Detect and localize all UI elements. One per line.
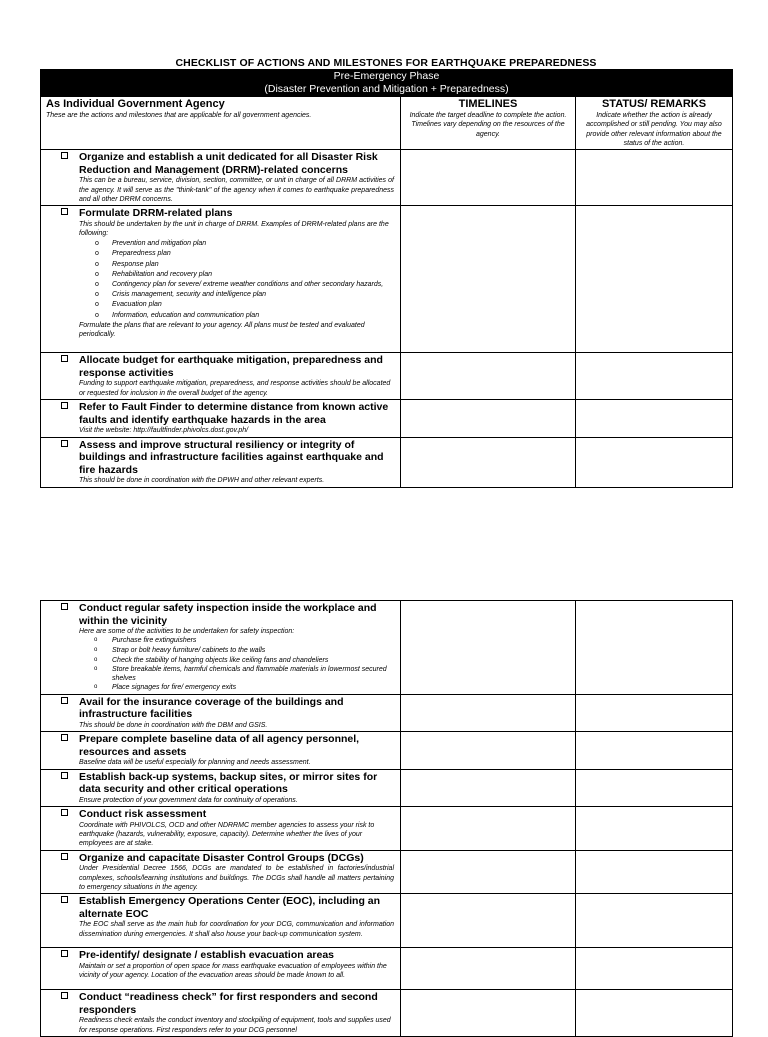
checklist-row [41, 990, 733, 1037]
status-cell[interactable] [576, 807, 733, 851]
action-cell [41, 850, 401, 894]
action-cell [41, 894, 401, 948]
status-cell[interactable] [576, 948, 733, 990]
phase-subtitle: (Disaster Prevention and Mitigation + Preparedness) [264, 83, 509, 95]
timeline-cell[interactable] [401, 850, 576, 894]
status-cell[interactable] [576, 601, 733, 695]
checklist-row [41, 807, 733, 851]
status-cell[interactable] [576, 437, 733, 487]
phase-name: Pre-Emergency Phase [333, 70, 440, 82]
column-header-row [41, 97, 733, 150]
action-cell [41, 437, 401, 487]
action-description: Under Presidential Decree 1566, DCGs are mandated to be established in factories/industrial complexes, schools/learning institutions and buildings. The DCGs shall handle all matters pertaining to emergency situations in the agency. [79, 865, 394, 892]
action-description: Baseline data will be useful especially for planning and needs assessment. [79, 759, 311, 767]
checklist-row [41, 894, 733, 948]
checkbox[interactable] [61, 402, 68, 409]
bullet-icon: o [95, 250, 99, 258]
agency-column-heading: As Individual Government Agency [46, 98, 225, 110]
bullet-icon: o [94, 647, 98, 653]
plan-list [79, 239, 394, 321]
action-title: Formulate DRRM-related plans [79, 207, 233, 220]
checkbox[interactable] [61, 992, 68, 999]
action-title: Pre-identify/ designate / establish evacuation areas [79, 949, 335, 962]
bullet-icon: o [95, 239, 99, 247]
action-description: Here are some of the activities to be undertaken for safety inspection: [79, 628, 295, 635]
status-column-header [576, 97, 733, 150]
list-item: o Information, education and communication plan [79, 311, 394, 321]
timeline-cell[interactable] [401, 400, 576, 437]
action-title: Prepare complete baseline data of all agency personnel, resources and assets [79, 733, 360, 758]
checkbox[interactable] [61, 603, 68, 610]
action-cell [41, 150, 401, 206]
timeline-cell[interactable] [401, 769, 576, 806]
action-title: Conduct “readiness check” for first responders and second responders [79, 991, 378, 1016]
action-cell [41, 807, 401, 851]
checklist-row [41, 948, 733, 990]
action-description: This should be done in coordination with the DPWH and other relevant experts. [79, 477, 325, 485]
action-title: Establish back-up systems, backup sites, or mirror sites for data security and other critical operations [79, 770, 378, 796]
bullet-icon: o [95, 281, 99, 289]
checklist-row [41, 694, 733, 731]
timeline-cell[interactable] [401, 437, 576, 487]
status-cell[interactable] [576, 769, 733, 806]
list-item: o Response plan [79, 260, 394, 270]
checkbox[interactable] [61, 734, 68, 741]
bullet-icon: o [95, 290, 99, 298]
list-item: o Crisis management, security and intelligence plan [79, 290, 394, 300]
bullet-icon: o [94, 666, 98, 673]
checklist-row [41, 601, 733, 695]
list-item: o Place signages for fire/ emergency exits [94, 684, 237, 692]
timeline-cell[interactable] [401, 150, 576, 206]
inspection-list [79, 636, 394, 692]
action-footer-note: Formulate the plans that are relevant to your agency. All plans must be tested and evaluated periodically. [79, 321, 365, 339]
action-cell [41, 353, 401, 400]
action-description: Coordinate with PHIVOLCS, OCD and other NDRRMC member agencies to assess your risk to earthquake (hazards, vulnerability, exposure, capacity). Determine whether the lives of your employees are at stake. [79, 821, 375, 848]
timeline-cell[interactable] [401, 990, 576, 1037]
action-description: The EOC shall serve as the main hub for coordination for your DCG, communication and information dissemination during emergencies. It shall also house your back-up communication system. [79, 921, 394, 938]
action-cell [41, 732, 401, 769]
action-description: This should be undertaken by the unit in charge of DRRM. Examples of DRRM-related plans are the following: [79, 220, 389, 238]
action-title: Organize and capacitate Disaster Control Groups (DCGs) [79, 851, 364, 864]
checklist-table-continued [40, 600, 733, 1037]
action-description: Maintain or set a proportion of open space for mass earthquake evacuation of employees within the vicinity of your agency. Location of the evacuation areas should be made known to all. [79, 962, 387, 980]
list-item: o Store breakable items, harmful chemicals and flammable materials in lowermost secured shelves [94, 666, 387, 683]
action-cell [41, 601, 401, 695]
status-cell[interactable] [576, 400, 733, 437]
list-item: o Strap or bolt heavy furniture/ cabinets to the walls [94, 647, 266, 654]
action-cell [41, 769, 401, 806]
status-cell[interactable] [576, 353, 733, 400]
action-description: Funding to support earthquake mitigation, preparedness, and response activities should be allocated or requested for inclusion in the overall budget of the agency. [79, 380, 391, 397]
checkbox[interactable] [61, 355, 68, 362]
checklist-row [41, 206, 733, 353]
checkbox[interactable] [61, 809, 68, 816]
checkbox[interactable] [61, 853, 68, 860]
checklist-row [41, 353, 733, 400]
checkbox[interactable] [61, 440, 68, 447]
action-cell [41, 400, 401, 437]
document-title: CHECKLIST OF ACTIONS AND MILESTONES FOR EARTHQUAKE PREPAREDNESS [175, 57, 597, 69]
status-column-heading: STATUS/ REMARKS [601, 98, 707, 110]
list-item: o Contingency plan for severe/ extreme weather conditions and other secondary hazards, [95, 281, 384, 289]
timeline-cell[interactable] [401, 694, 576, 731]
timeline-cell[interactable] [401, 807, 576, 851]
action-cell [41, 948, 401, 990]
timelines-column-heading: TIMELINES [458, 98, 518, 110]
phase-banner [41, 70, 733, 97]
status-cell[interactable] [576, 850, 733, 894]
agency-column-header [41, 97, 401, 150]
status-cell[interactable] [576, 206, 733, 353]
action-cell [41, 694, 401, 731]
list-item: o Purchase fire extinguishers [94, 637, 197, 645]
checkbox[interactable] [61, 152, 68, 159]
action-title: Establish Emergency Operations Center (EOC), including an alternate EOC [79, 895, 381, 920]
action-title: Avail for the insurance coverage of the buildings and infrastructure facilities [79, 695, 344, 721]
checkbox[interactable] [61, 208, 68, 215]
timeline-cell[interactable] [401, 206, 576, 353]
list-item: o Rehabilitation and recovery plan [79, 270, 394, 280]
checklist-row [41, 400, 733, 437]
checklist-row [41, 850, 733, 894]
bullet-icon: o [94, 684, 98, 691]
action-description: Readiness check entails the conduct inventory and stockpiling of equipment, tools and supplies used for response operations. First responders refer to your DCG personnel [79, 1017, 391, 1034]
timeline-cell[interactable] [401, 353, 576, 400]
list-item: o Check the stability of hanging objects like ceiling fans and chandeliers [94, 656, 329, 664]
action-title: Conduct risk assessment [79, 808, 207, 820]
action-title: Organize and establish a unit dedicated for all Disaster Risk Reduction and Management (DRRM)-related concerns [79, 151, 378, 176]
timelines-column-description: Indicate the target deadline to complete the action. Timelines vary depending on the resources of the agency. [409, 112, 567, 138]
action-cell [41, 990, 401, 1037]
status-cell[interactable] [576, 694, 733, 731]
checklist-row [41, 769, 733, 806]
agency-column-description: These are the actions and milestones that are applicable for all government agencies. [46, 112, 312, 119]
status-cell[interactable] [576, 732, 733, 769]
list-item: o Prevention and mitigation plan [79, 239, 394, 249]
timeline-cell[interactable] [401, 732, 576, 769]
status-column-description: Indicate whether the action is already accomplished or still pending. You may also provide other relevant information about the status of the action. [586, 112, 722, 147]
bullet-icon: o [95, 301, 99, 309]
status-cell[interactable] [576, 150, 733, 206]
timeline-cell[interactable] [401, 948, 576, 990]
action-description: This should be done in coordination with the DBM and GSIS. [79, 721, 268, 729]
action-description: Visit the website: http://faultfinder.phivolcs.dost.gov.ph/ [79, 427, 249, 435]
action-cell [41, 206, 401, 353]
action-title: Assess and improve structural resiliency or integrity of buildings and infrastructure facilities against earthquake and fire hazards [79, 438, 384, 476]
bullet-icon: o [95, 260, 99, 268]
action-title: Allocate budget for earthquake mitigation, preparedness and response activities [79, 354, 383, 379]
checkbox[interactable] [61, 950, 68, 957]
status-cell[interactable] [576, 990, 733, 1037]
list-item: o Preparedness plan [79, 249, 394, 259]
action-title: Conduct regular safety inspection inside the workplace and within the vicinity [79, 602, 377, 627]
checklist-row [41, 732, 733, 769]
checkbox[interactable] [61, 896, 68, 903]
checklist-row [41, 437, 733, 487]
bullet-icon: o [94, 637, 98, 644]
action-description: This can be a bureau, service, division, section, committee, or unit in charge of all DRRM activities of the agency. It will serve as the "think-tank" of the agency when it comes to earthquake preparedness and all other DRRM concerns. [79, 177, 394, 203]
timeline-cell[interactable] [401, 601, 576, 695]
checklist-table-pre-emergency [40, 69, 733, 488]
action-title: Refer to Fault Finder to determine distance from known active faults and identify earthquake hazards in the area [79, 401, 389, 426]
list-item: o Evacuation plan [79, 300, 394, 310]
checkbox[interactable] [61, 772, 68, 779]
timeline-cell[interactable] [401, 894, 576, 948]
timelines-column-header [401, 97, 576, 150]
checklist-row [41, 150, 733, 206]
bullet-icon: o [95, 311, 99, 319]
bullet-icon: o [94, 656, 98, 663]
checkbox[interactable] [61, 697, 68, 704]
action-description: Ensure protection of your government data for continuity of operations. [79, 796, 298, 804]
bullet-icon: o [95, 270, 99, 278]
status-cell[interactable] [576, 894, 733, 948]
